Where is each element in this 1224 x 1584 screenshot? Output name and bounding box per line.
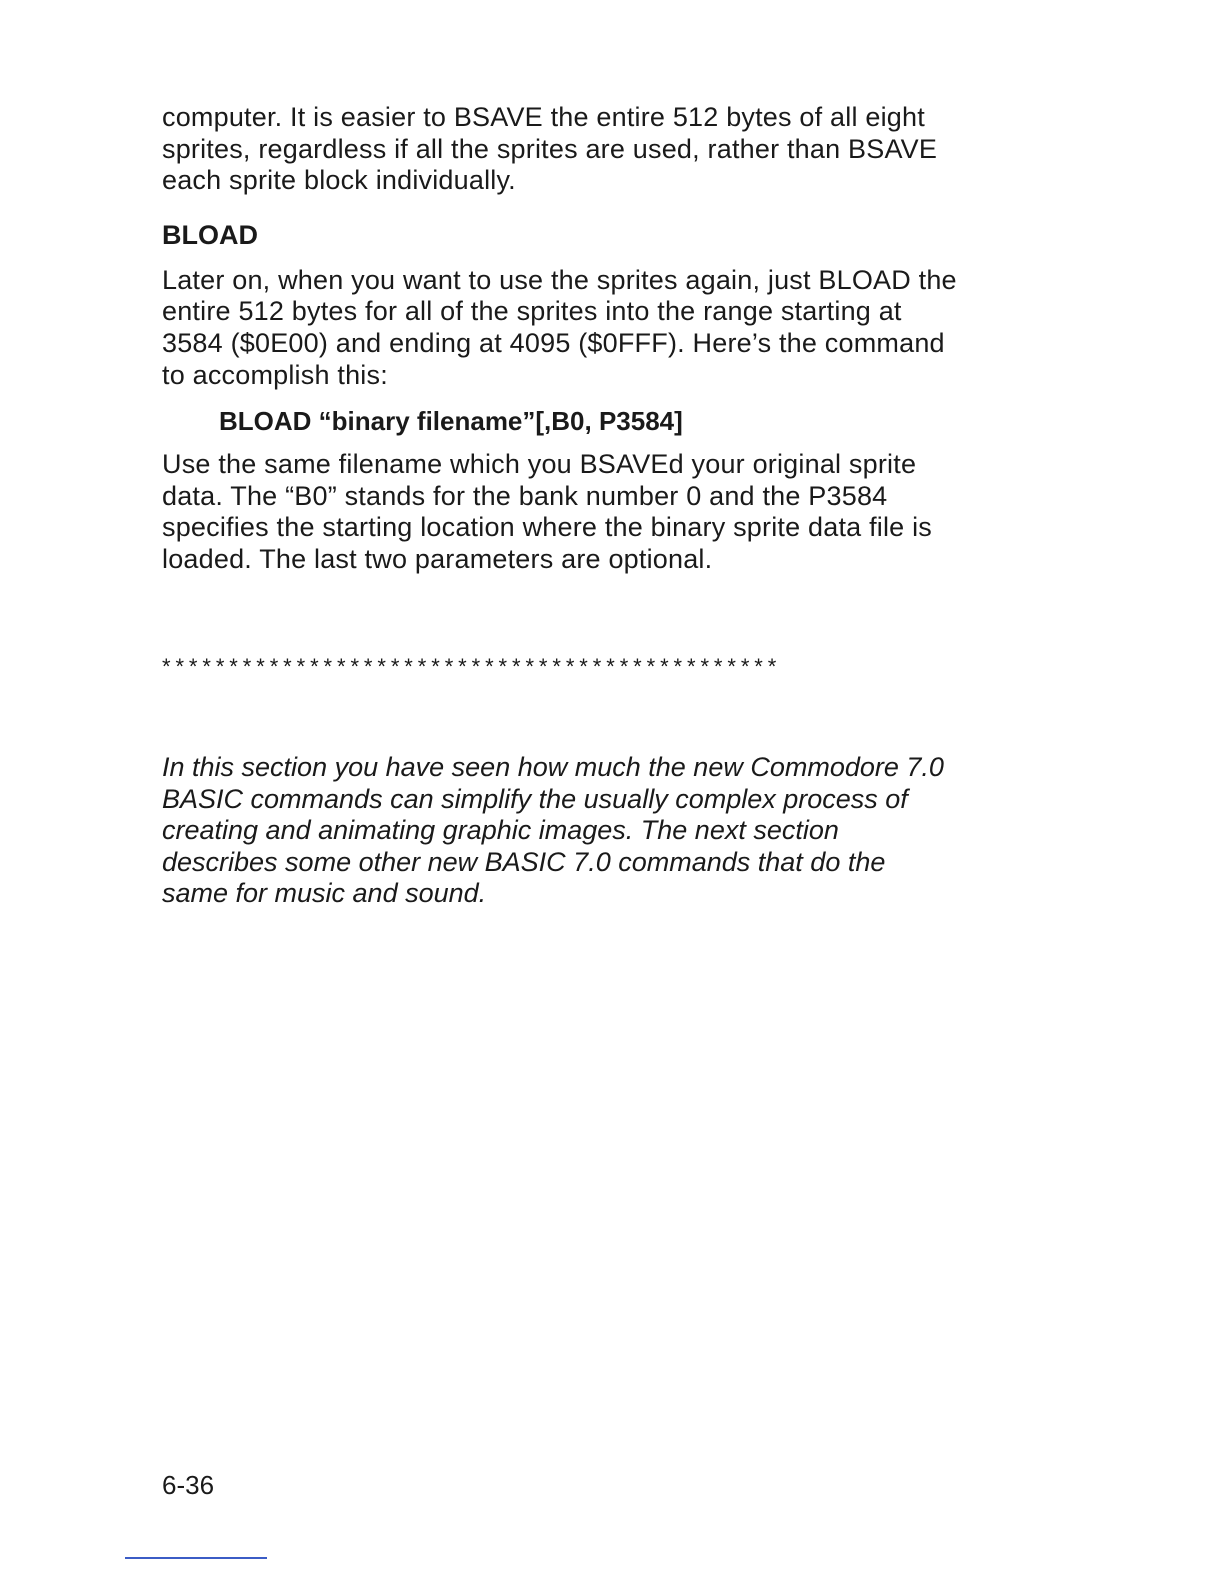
intro-paragraph [162,102,1012,197]
explanation-line: loaded. The last two parameters are optional. [162,543,713,574]
bload-line: Later on, when you want to use the sprites again, just BLOAD the [162,264,957,295]
summary-line: In this section you have seen how much the new Commodore 7.0 [162,752,944,782]
summary-line: describes some other new BASIC 7.0 commands that do the [162,846,886,877]
summary-line: same for music and sound. [162,878,487,909]
intro-line: computer. It is easier to BSAVE the entire 512 bytes of all eight [162,102,925,132]
bottom-rule [125,1557,267,1559]
bload-line: 3584 ($0E00) and ending at 4095 ($0FFF). Here’s the command [162,327,945,358]
bload-line: entire 512 bytes for all of the sprites into the range starting at [162,296,902,327]
summary-line: BASIC commands can simplify the usually complex process of [162,783,908,814]
bload-paragraph [162,265,1012,391]
intro-line: each sprite block individually. [162,165,516,196]
command-example: BLOAD “binary filename”[,B0, P3584] [219,406,683,437]
explanation-line: data. The “B0” stands for the bank number 0 and the P3584 [162,480,888,511]
explanation-line: Use the same filename which you BSAVEd your original sprite [162,449,917,480]
bload-line: to accomplish this: [162,359,388,390]
summary-line: creating and animating graphic images. The next section [162,815,839,846]
explanation-line: specifies the starting location where the binary sprite data file is [162,512,932,543]
explanation-paragraph [162,449,1012,575]
summary-paragraph [162,752,944,910]
asterisk-separator: ********************************************** [162,654,782,679]
intro-line: sprites, regardless if all the sprites are used, rather than BSAVE [162,133,938,164]
page-number: 6-36 [162,1470,215,1500]
page-content [162,102,1012,576]
section-heading: BLOAD [162,219,258,250]
